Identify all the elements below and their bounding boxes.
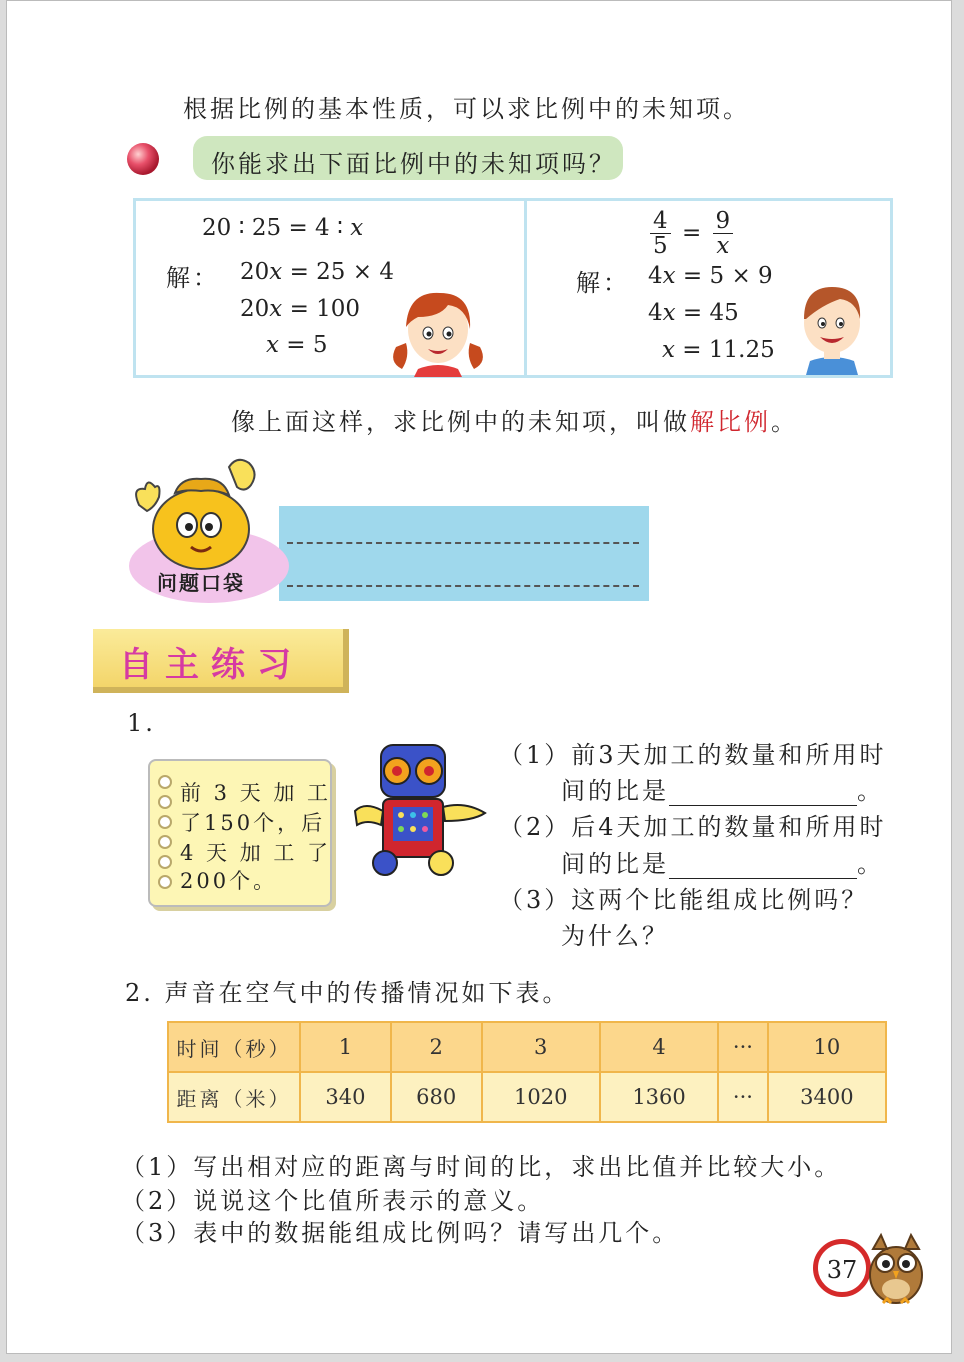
ex1-q1-line1: （1）前3天加工的数量和所用时 [499, 741, 887, 769]
answer-line-2 [287, 585, 639, 587]
answer-line-1 [287, 542, 639, 544]
right-equation: $\frac{4}{5}$ = $\frac{9}{x}$ [650, 209, 733, 258]
example-divider [524, 201, 527, 375]
owl-icon [863, 1229, 929, 1305]
practice-banner [93, 629, 349, 693]
example-box [133, 198, 893, 378]
exercise-2-title: 2. 声音在空气中的传播情况如下表。 [125, 979, 570, 1007]
sound-table [167, 1021, 887, 1123]
table-row: 距离（米） 340 680 1020 1360 ··· 3400 [168, 1072, 886, 1122]
ex1-q3-line2: 为什么？ [561, 922, 669, 950]
definition-text: 像上面这样，求比例中的未知项，叫做解比例。 [231, 408, 798, 436]
left-step-3: x = 5 [266, 332, 328, 358]
definition-term: 解比例 [690, 408, 771, 436]
ex1-q1-blank[interactable] [669, 783, 857, 806]
ex1-q1-line2: 间的比是 。 [561, 777, 884, 805]
ex2-q2: （2）说说这个比值所表示的意义。 [121, 1187, 545, 1215]
intro-text: 根据比例的基本性质，可以求比例中的未知项。 [183, 95, 750, 123]
left-step-2: 20x = 100 [240, 296, 361, 322]
right-step-1: 4x = 5 × 9 [648, 263, 773, 289]
boy-illustration-icon [792, 275, 872, 375]
right-step-3: x = 11.25 [662, 337, 775, 363]
pocket-mascot-icon [125, 453, 275, 571]
ex1-q2-blank[interactable] [669, 856, 857, 879]
left-step-1: 20x = 25 × 4 [240, 259, 394, 285]
ex2-q1: （1）写出相对应的距离与时间的比，求出比值并比较大小。 [121, 1153, 842, 1181]
right-solve-label: 解： [576, 269, 630, 297]
question-text: 你能求出下面比例中的未知项吗？ [211, 150, 616, 178]
left-solve-label: 解： [166, 264, 220, 292]
table-row: 时间（秒） 1 2 3 4 ··· 10 [168, 1022, 886, 1072]
page-number: 37 [826, 1256, 858, 1284]
ex1-note-card: 前 3 天 加 工 了150个，后 4 天 加 工 了 200个。 [148, 759, 332, 907]
right-step-2: 4x = 45 [648, 300, 739, 326]
ex1-q3-line1: （3）这两个比能组成比例吗？ [499, 886, 869, 914]
ex2-q3: （3）表中的数据能组成比例吗？请写出几个。 [121, 1219, 680, 1247]
pocket-label: 问题口袋 [157, 571, 245, 595]
red-ball-icon [125, 141, 161, 177]
ex1-q2-line1: （2）后4天加工的数量和所用时 [499, 813, 887, 841]
ex1-q2-line2: 间的比是 。 [561, 850, 884, 878]
left-equation: 20 ∶ 25 = 4 ∶ x [202, 215, 364, 241]
textbook-page [6, 0, 952, 1354]
practice-banner-title: 自主练习 [119, 645, 303, 685]
robot-toy-icon [345, 741, 495, 877]
exercise-1-number: 1. [127, 709, 156, 737]
girl-illustration-icon [388, 277, 488, 377]
